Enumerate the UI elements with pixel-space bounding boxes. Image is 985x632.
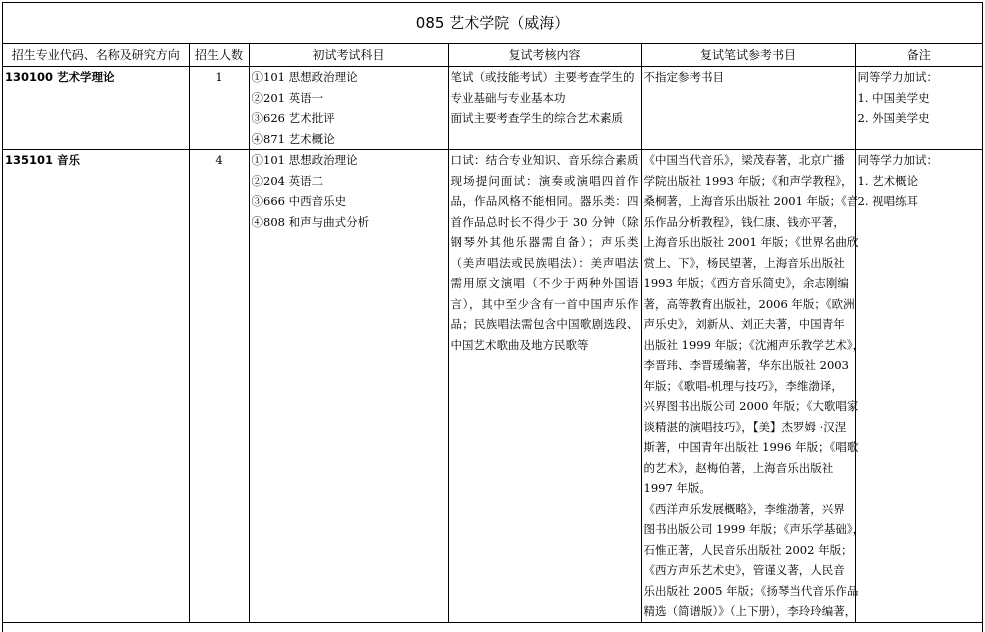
table-row: [3, 150, 982, 623]
reference-book-line: 著，高等教育出版社，2006 年版；《欧洲: [643, 296, 855, 311]
reference-book-line: 《西方声乐艺术史》，管谨义著，人民音: [643, 563, 845, 577]
enrollment-count: 1: [189, 67, 249, 150]
reference-book-line: 《中国当代音乐》，梁茂春著，北京广播: [643, 153, 845, 167]
reference-book-line: 桑桐著，上海音乐出版社 2001 年版；《音: [643, 194, 859, 208]
header-notes: 备注: [855, 44, 982, 67]
document-page: [2, 2, 983, 632]
note-line: 1. 艺术概论: [857, 173, 919, 188]
reference-book-line: 1997 年版。: [643, 481, 711, 495]
retest-line: 笔试（或技能考试）主要考查学生的: [450, 70, 635, 84]
admissions-table: [3, 44, 982, 623]
notes: [855, 150, 982, 623]
reference-book-line: 上海音乐出版社 2001 年版；《世界名曲欣: [643, 235, 859, 249]
initial-subjects: [249, 67, 448, 150]
reference-book-line: 图书出版公司 1999 年版；《声乐学基础》，: [643, 522, 865, 536]
subject-item: ①101 思想政治理论: [251, 153, 358, 167]
reference-books: 不指定参考书目: [641, 67, 855, 150]
reference-book-line: 斯著，中国青年出版社 1996 年版；《唱歌: [643, 440, 859, 454]
table-header-row: [3, 44, 982, 67]
subject-item: ②201 英语一: [251, 90, 324, 105]
initial-subjects: [249, 150, 448, 623]
reference-book-line: 出版社 1999 年版；《沈湘声乐教学艺术》，: [643, 337, 865, 352]
reference-book-line: 学院出版社 1993 年版；《和声学教程》，: [643, 173, 853, 188]
note-line: 2. 视唱练耳: [857, 194, 919, 208]
reference-book-line: 赏上、下》，杨民望著，上海音乐出版社: [643, 255, 845, 270]
reference-book-line: 石惟正著，人民音乐出版社 2002 年版；: [643, 542, 853, 557]
reference-book-line: 声乐史》，刘新从、刘正夫著，中国青年: [643, 317, 845, 331]
table-row: [3, 67, 982, 150]
header-initial-subjects: 初试考试科目: [249, 44, 448, 67]
retest-paragraph: 口试：结合专业知识、音乐综合素质现场提问面试：演奏或演唱四首作品，作品风格不能相同。器乐类：四首作品总时长不得少于 30 分钟（除钢琴外其他乐器需自备）；声乐类（美声唱法或民族唱法）：美声唱法需用原文演唱（不少于两种外国语言），其中至少含有一首中国声乐作品；民族唱法需包含中国歌剧选段、中国艺术歌曲及地方民歌等: [450, 153, 639, 352]
note-line: 同等学力加试：: [857, 153, 938, 167]
reference-books: [641, 150, 865, 623]
note-line: 2. 外国美学史: [857, 111, 930, 125]
subject-item: ②204 英语二: [251, 173, 324, 188]
header-major-code: 招生专业代码、名称及研究方向: [3, 44, 189, 67]
page-title: 085 艺术学院（威海）: [3, 3, 982, 44]
notes: [855, 67, 982, 150]
retest-line: 面试主要考查学生的综合艺术素质: [450, 111, 623, 125]
reference-book-line: 1993 年版；《西方音乐简史》，余志刚编: [643, 276, 849, 290]
retest-content: [448, 150, 641, 623]
major-code-name: 135101 音乐: [3, 150, 189, 623]
major-code-name: 130100 艺术学理论: [3, 67, 189, 150]
reference-book-line: 乐出版社 2005 年版；《扬琴当代音乐作品: [643, 583, 859, 598]
retest-content: [448, 67, 641, 150]
enrollment-count: 4: [189, 150, 249, 623]
reference-book-line: 的艺术》，赵梅伯著，上海音乐出版社: [643, 460, 834, 475]
subject-item: ④871 艺术概论: [251, 131, 335, 146]
header-retest-content: 复试考核内容: [448, 44, 641, 67]
header-enrollment: 招生人数: [189, 44, 249, 67]
reference-book-line: 谈精湛的演唱技巧》，【美】杰罗姆 ·汉涅: [643, 419, 847, 434]
note-line: 同等学力加试：: [857, 70, 938, 84]
reference-book-line: 精选（简谱版）》（上下册），李玲玲编著，: [643, 604, 857, 618]
reference-book-line: 年版；《歌唱-机理与技巧》，李维渤译，: [643, 378, 843, 393]
subject-item: ①101 思想政治理论: [251, 70, 358, 84]
reference-book-line: 李晋玮、李晋瑗编著，华东出版社 2003: [643, 358, 849, 372]
reference-book-line: 《西洋声乐发展概略》，李维渤著，兴界: [643, 501, 845, 516]
retest-line: 专业基础与专业基本功: [450, 90, 566, 105]
reference-book-line: 乐作品分析教程》，钱仁康、钱亦平著，: [643, 214, 845, 229]
reference-book-line: 兴界图书出版公司 2000 年版；《大歌唱家: [643, 399, 859, 413]
note-line: 1. 中国美学史: [857, 90, 930, 105]
subject-item: ③666 中西音乐史: [251, 194, 347, 208]
subject-item: ④808 和声与曲式分析: [251, 214, 370, 229]
header-reference-books: 复试笔试参考书目: [641, 44, 855, 67]
subject-item: ③626 艺术批评: [251, 111, 335, 125]
